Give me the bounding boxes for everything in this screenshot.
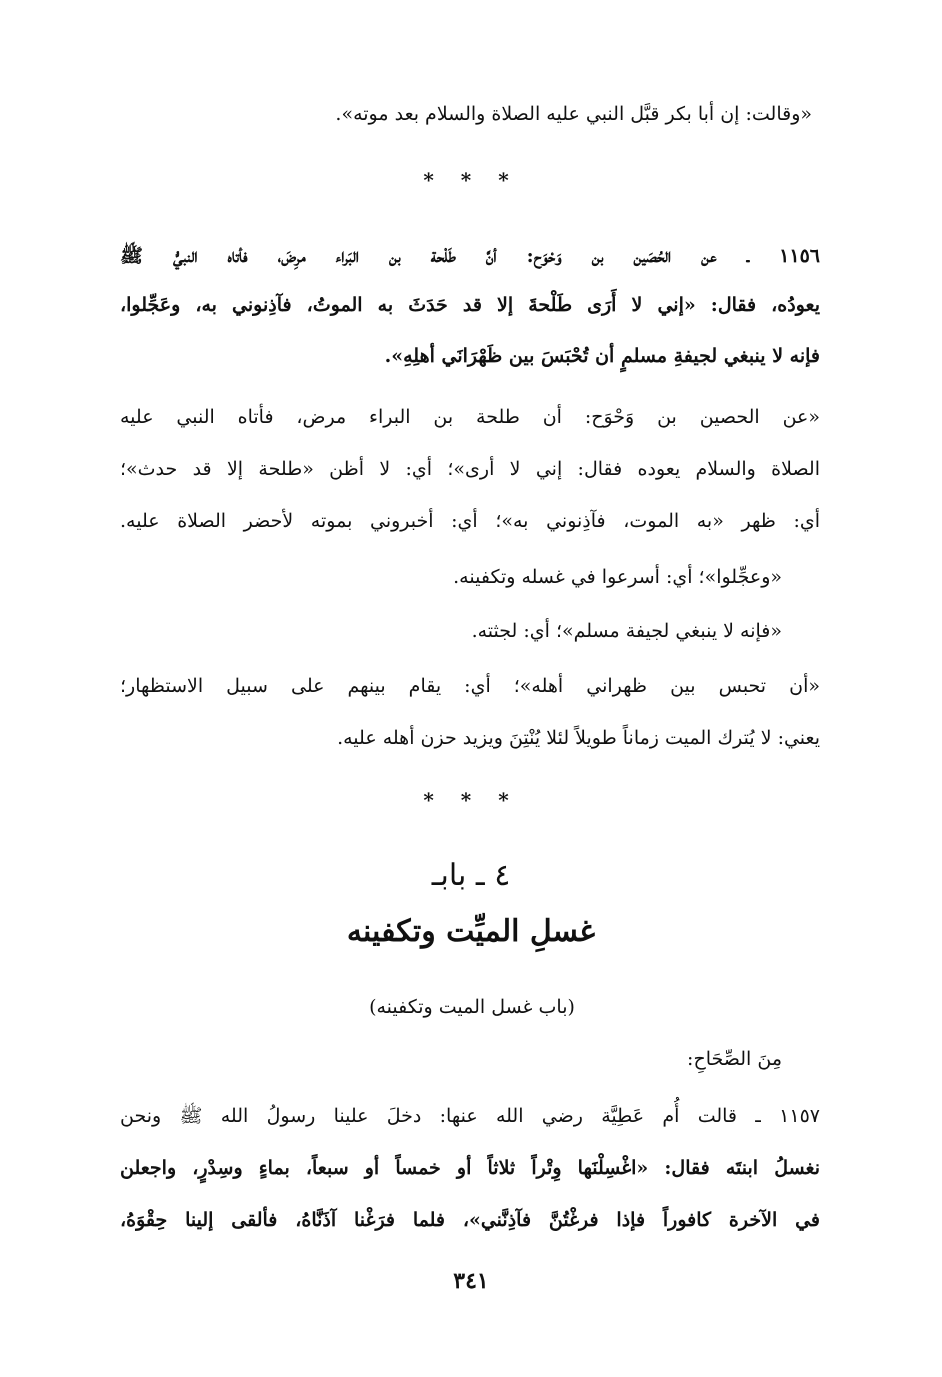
hadith-1156-line-2: يعودُه، فقال: «إني لا أَرَى طَلْحةَ إلا قد حَدَثَ به الموتُ، فآذِنوني به، وعَجِّلوا، [120, 294, 820, 316]
page-number: ٣٤١ [453, 1268, 489, 1294]
hadith-1156-line-1: ١١٥٦ ـ عن الحُصَين بن وَحْوَح: أنَّ طَلْحة بن البَراء مرِضَ، فأتاه النبيُّ ﷺ [120, 245, 820, 267]
section-separator: * * * [423, 168, 519, 192]
commentary-line: «فإنه لا ينبغي لجيفة مسلم»؛ أي: لجثته. [471, 620, 782, 642]
commentary-line: «وعجِّلوا»؛ أي: أسرعوا في غسله وتكفينه. [453, 566, 782, 588]
hadith-1157-line-1: ١١٥٧ ـ قالت أُم عَطِيَّة رضي الله عنها: دخلَ علينا رسولُ الله ﷺ ونحن [120, 1105, 820, 1127]
section-separator: * * * [423, 788, 519, 812]
hadith-1156-line-3: فإنه لا ينبغي لجيفةِ مسلمٍ أن تُحْبَسَ بين ظَهْرَانَي أهلِهِ». [384, 345, 820, 367]
text-line: «وقالت: إن أبا بكر قبَّل النبي عليه الصلاة والسلام بعد موته». [335, 103, 812, 125]
section-heading: مِنَ الصِّحَاحِ: [687, 1048, 782, 1070]
chapter-subtitle: (باب غسل الميت وتكفينه) [369, 996, 575, 1018]
chapter-title: غسلِ الميِّت وتكفينه [346, 914, 596, 949]
chapter-number: ٤ ـ بابـ [431, 858, 511, 893]
commentary-line: «أن تحبس بين ظهراني أهله»؛ أي: يقام بينهم على سبيل الاستظهار؛ [120, 675, 820, 697]
hadith-1157-line-2: نغسلُ ابنتَه فقال: «اغْسِلْنَها وِتْراً ثلاثاً أو خمساً أو سبعاً، بماءٍ وسِدْرٍ، واجعلن [120, 1157, 820, 1179]
commentary-line: «عن الحصين بن وَحْوَح: أن طلحة بن البراء مرض، فأتاه النبي عليه [120, 406, 820, 428]
hadith-1157-line-3: في الآخرة كافوراً فإذا فرغْتُنَّ فآذِنَّني»، فلما فرَغْنا آذَنَّاهُ، فألقى إلينا حِقْوَهُ، [120, 1209, 820, 1231]
commentary-line: أي: ظهر «به الموت، فآذِنوني به»؛ أي: أخبروني بموته لأحضر الصلاة عليه. [120, 510, 820, 532]
commentary-line: الصلاة والسلام يعوده فقال: إني لا أرى»؛ أي: لا أظن «طلحة إلا قد حدث»؛ [120, 458, 820, 480]
commentary-line: يعني: لا يُترك الميت زماناً طويلاً لئلا يُنْتِنَ ويزيد حزن أهله عليه. [337, 727, 820, 749]
